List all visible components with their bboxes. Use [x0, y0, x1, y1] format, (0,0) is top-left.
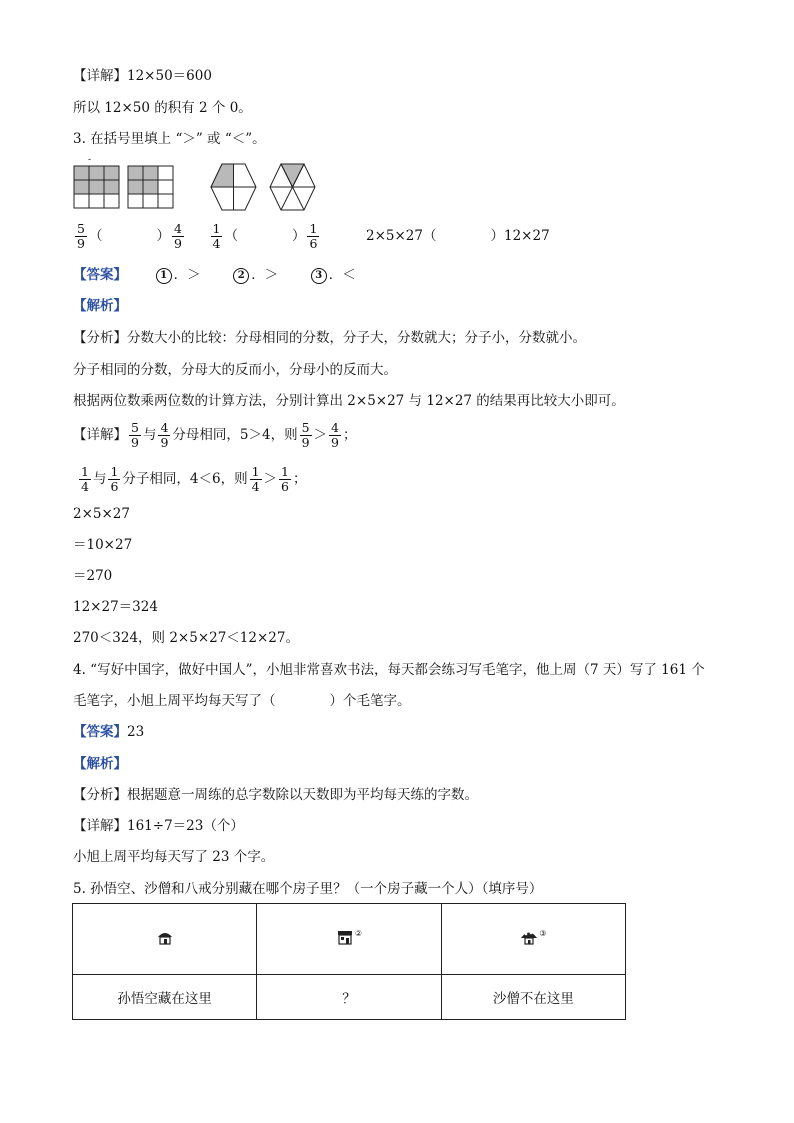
blank-1: （ ）: [88, 228, 170, 244]
q3-fenxi-2: 分子相同的分数，分母大的反而小，分母小的反而大。: [73, 362, 397, 378]
circle-number-3: 3: [311, 268, 327, 284]
q3-detail-2: [77, 462, 307, 496]
house-1-icon: [156, 929, 174, 945]
house-3-mark: ③: [539, 929, 547, 938]
q3-title: 3. 在括号里填上 “＞” 或 “＜”。: [73, 131, 266, 147]
text: ；: [293, 471, 307, 487]
q4-line-2: 毛笔字，小旭上周平均每天写了（ ）个毛笔字。: [73, 693, 411, 709]
fraction-4-9: $\frac{4}{9}$: [173, 221, 182, 251]
label-cell-3: 沙僧不在这里: [441, 975, 625, 1020]
text: ＞: [313, 427, 328, 443]
text: ＞: [263, 471, 278, 487]
fenxi-tag: 【分析】: [73, 330, 127, 346]
fraction-1-4: $\frac{1}{4}$: [212, 221, 221, 251]
detail-tag: 【详解】: [73, 427, 127, 443]
label-cell-2: ？: [257, 975, 441, 1020]
fraction-1-4: $\frac{1}{4}$: [81, 464, 89, 494]
q5-title: 5. 孙悟空、沙僧和八戒分别藏在哪个房子里？（一个房子藏一个人）（填序号）: [73, 881, 543, 897]
q4-fenxi: [73, 786, 478, 804]
detail-tag: 【详解】: [73, 68, 127, 84]
q4-conclusion: 小旭上周平均每天写了 23 个字。: [73, 849, 275, 865]
answer-1: ．＞: [173, 267, 201, 283]
table-row: [73, 975, 626, 1020]
grid-figure-2: [128, 166, 173, 208]
fenxi-text-1: 分数大小的比较：分母相同的分数，分子大，分数就大；分子小，分数就小。: [127, 330, 586, 346]
figure-mark: -: [88, 155, 92, 165]
text: 分母相同，5＞4，则: [172, 427, 298, 443]
house-cell-2: [257, 904, 441, 975]
answer-tag: 【答案】: [73, 724, 127, 740]
house-3-icon: [520, 929, 538, 945]
house-2-mark: ②: [354, 929, 363, 938]
calc-line-2: ＝10×27: [73, 537, 133, 553]
text: 与: [142, 427, 157, 443]
blank-2: （ ）: [224, 228, 306, 244]
q3-analysis-tag: 【解析】: [73, 298, 127, 314]
fraction-1-4: $\frac{1}{4}$: [251, 464, 260, 494]
fenxi-text: 根据题意一周练的总字数除以天数即为平均每天练的字数。: [127, 787, 478, 803]
answer-tag: 【答案】: [73, 267, 127, 283]
fenxi-tag: 【分析】: [73, 787, 127, 803]
expr-left: 2×5×27: [366, 228, 423, 244]
q3-fenxi-3: 根据两位数乘两位数的计算方法，分别计算出 2×5×27 与 12×27 的结果再比较大小即可。: [73, 393, 625, 409]
house-cell-3: [441, 904, 625, 975]
q4-detail: [73, 817, 244, 835]
grid-figure-1: [74, 166, 119, 208]
q4-line-1: 4. “写好中国字，做好中国人”，小旭非常喜欢书法，每天都会练习写毛笔字，他上周（7 天）写了 161 个: [73, 662, 705, 678]
detail-text: 161÷7＝23（个）: [127, 818, 244, 834]
q3-fenxi-1: [73, 329, 586, 347]
calc-line-1: 2×5×27: [73, 506, 130, 522]
q3-items: [73, 220, 550, 252]
hexagon-figure-1: [211, 164, 256, 210]
answer-3: ．＜: [328, 267, 356, 283]
fraction-1-6: $\frac{1}{6}$: [309, 221, 318, 251]
text: ；: [343, 427, 357, 443]
q2-detail-line: [73, 67, 212, 85]
house-2-icon: [336, 929, 354, 945]
house-cell-1: [73, 904, 257, 975]
expr-right: 12×27: [503, 228, 550, 244]
q4-analysis-tag: 【解析】: [73, 756, 127, 772]
blank-3: （ ）: [422, 228, 504, 244]
houses-table: [72, 903, 626, 1020]
answer-2: ．＞: [251, 267, 279, 283]
fraction-1-6: $\frac{1}{6}$: [281, 464, 289, 494]
fraction-4-9: $\frac{4}{9}$: [160, 420, 169, 450]
fraction-4-9: $\frac{4}{9}$: [331, 420, 339, 450]
hexagon-figure-2: [270, 164, 315, 210]
circle-number-2: 2: [233, 268, 249, 284]
fraction-5-9: $\frac{5}{9}$: [77, 221, 85, 251]
q3-detail-1: [73, 418, 357, 452]
q2-conclusion: 所以 12×50 的积有 2 个 0。: [73, 100, 252, 116]
text: 与: [92, 471, 107, 487]
text: 分子相同，4＜6，则: [122, 471, 248, 487]
circle-number-1: 1: [156, 268, 172, 284]
calc-line-5: 270＜324，则 2×5×27＜12×27。: [73, 630, 299, 646]
q3-answer-line: [73, 266, 356, 284]
label-cell-1: 孙悟空藏在这里: [73, 975, 257, 1020]
fraction-5-9: $\frac{5}{9}$: [301, 420, 310, 450]
answer-value: 23: [127, 724, 145, 740]
table-row: [73, 904, 626, 975]
detail-tag: 【详解】: [73, 818, 127, 834]
q4-answer-line: [73, 723, 144, 741]
fraction-5-9: $\frac{5}{9}$: [131, 420, 139, 450]
calc-line-3: ＝270: [73, 568, 113, 584]
detail-text: 12×50＝600: [127, 68, 212, 84]
calc-line-4: 12×27＝324: [73, 599, 158, 615]
fraction-1-6: $\frac{1}{6}$: [110, 464, 119, 494]
q3-figures: [70, 160, 330, 216]
